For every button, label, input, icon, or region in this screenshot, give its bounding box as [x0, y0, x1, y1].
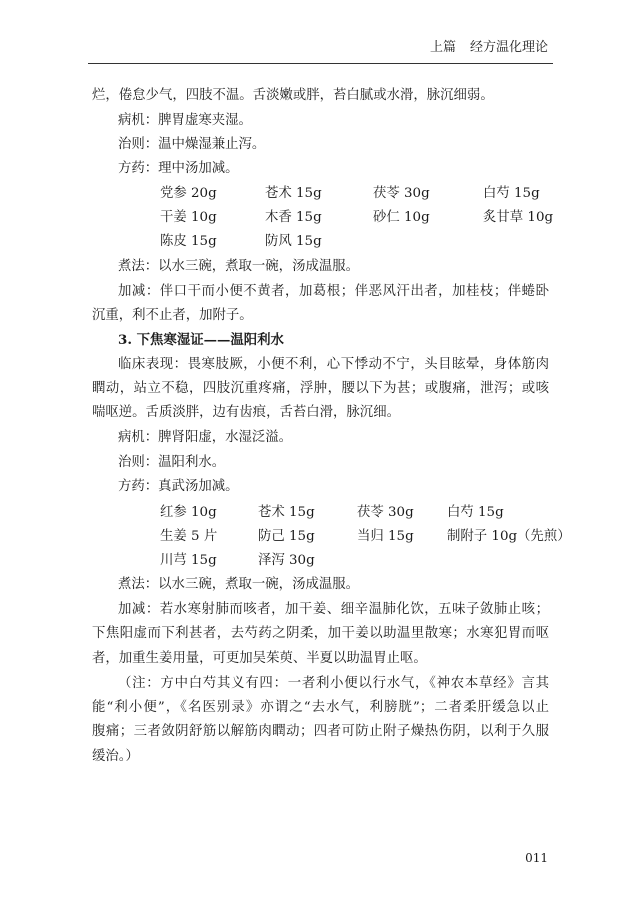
herb-row	[160, 503, 587, 523]
herb-item: 红参 10g	[160, 505, 217, 520]
principle-line: 治则：温中燥湿兼止泻。	[118, 137, 266, 152]
section-heading: 3. 下焦寒湿证——温阳利水	[118, 332, 284, 348]
header-rule	[88, 63, 553, 64]
herb-row	[160, 184, 563, 204]
page-number: 011	[525, 851, 548, 865]
note-line: 能“利小便”，《名医别录》亦谓之“去水气，利膀胱”；二者柔肝缓急以止	[92, 700, 549, 715]
herb-item: 制附子 10g（先煎）	[447, 529, 571, 544]
herb-item: 川芎 15g	[160, 553, 217, 568]
modification-line: 下焦阳虚而下利甚者，去芍药之阴柔，加干姜以助温里散寒；水寒犯胃而呕	[92, 626, 549, 641]
symptom-line: 临床表现：畏寒肢厥，小便不利，心下悸动不宁，头目眩晕，身体筋肉	[118, 357, 549, 372]
symptom-line: 喘呕逆。舌质淡胖，边有齿痕，舌苔白滑，脉沉细。	[92, 405, 400, 420]
symptom-tail: 烂，倦怠少气，四肢不温。舌淡嫩或胖，苔白腻或水滑，脉沉细弱。	[92, 88, 494, 103]
pathogenesis-line: 病机：脾肾阳虚，水湿泛溢。	[118, 430, 293, 445]
formula-line: 方药：真武汤加减。	[118, 479, 239, 494]
modification-line: 加减：若水寒射肺而咳者，加干姜、细辛温肺化饮，五味子敛肺止咳；	[118, 602, 549, 617]
pathogenesis-line: 病机：脾胃虚寒夹湿。	[118, 113, 252, 128]
herb-item: 茯苓 30g	[373, 186, 430, 201]
symptom-line: 瞤动，站立不稳，四肢沉重疼痛，浮肿，腰以下为甚；或腹痛，泄泻；或咳	[92, 381, 549, 396]
header-part: 上篇	[429, 40, 456, 55]
note-line: 腹痛；三者敛阴舒筋以解筋肉瞤动；四者可防止附子燥热伤阴，以利于久服	[92, 724, 549, 739]
formula-line: 方药：理中汤加减。	[118, 161, 239, 176]
herb-item: 砂仁 10g	[373, 210, 430, 225]
herb-item: 生姜 5 片	[160, 529, 218, 544]
modification-line: 沉重，利不止者，加附子。	[92, 308, 253, 323]
herb-item: 泽泻 30g	[258, 553, 315, 568]
herb-row	[160, 232, 563, 252]
decoction-line: 煮法：以水三碗，煮取一碗，汤成温服。	[118, 259, 360, 274]
herb-item: 党参 20g	[160, 186, 217, 201]
principle-line: 治则：温阳利水。	[118, 455, 226, 470]
herb-row	[160, 527, 587, 547]
herb-item: 苍术 15g	[265, 186, 322, 201]
running-header	[430, 39, 548, 57]
herb-item: 干姜 10g	[160, 210, 217, 225]
herb-item: 当归 15g	[357, 529, 414, 544]
decoction-line: 煮法：以水三碗，煮取一碗，汤成温服。	[118, 577, 360, 592]
herb-row	[160, 208, 563, 228]
herb-item: 茯苓 30g	[357, 505, 414, 520]
herb-item: 防己 15g	[258, 529, 315, 544]
note-line: （注：方中白芍其义有四：一者利小便以行水气，《神农本草经》言其	[118, 676, 549, 691]
herb-item: 木香 15g	[265, 210, 322, 225]
modification-line: 加减：伴口干而小便不黄者，加葛根；伴恶风汗出者，加桂枝；伴蜷卧	[118, 284, 549, 299]
herb-item: 防风 15g	[265, 234, 322, 249]
herb-item: 苍术 15g	[258, 505, 315, 520]
note-line: 缓治。）	[92, 749, 139, 764]
herb-item: 陈皮 15g	[160, 234, 217, 249]
header-title: 经方温化理论	[469, 40, 548, 55]
herb-item: 炙甘草 10g	[483, 210, 554, 225]
herb-item: 白芍 15g	[483, 186, 540, 201]
herb-row	[160, 551, 587, 571]
herb-item: 白芍 15g	[447, 505, 504, 520]
modification-line: 者，加重生姜用量，可更加吴茱萸、半夏以助温胃止呕。	[92, 651, 427, 666]
